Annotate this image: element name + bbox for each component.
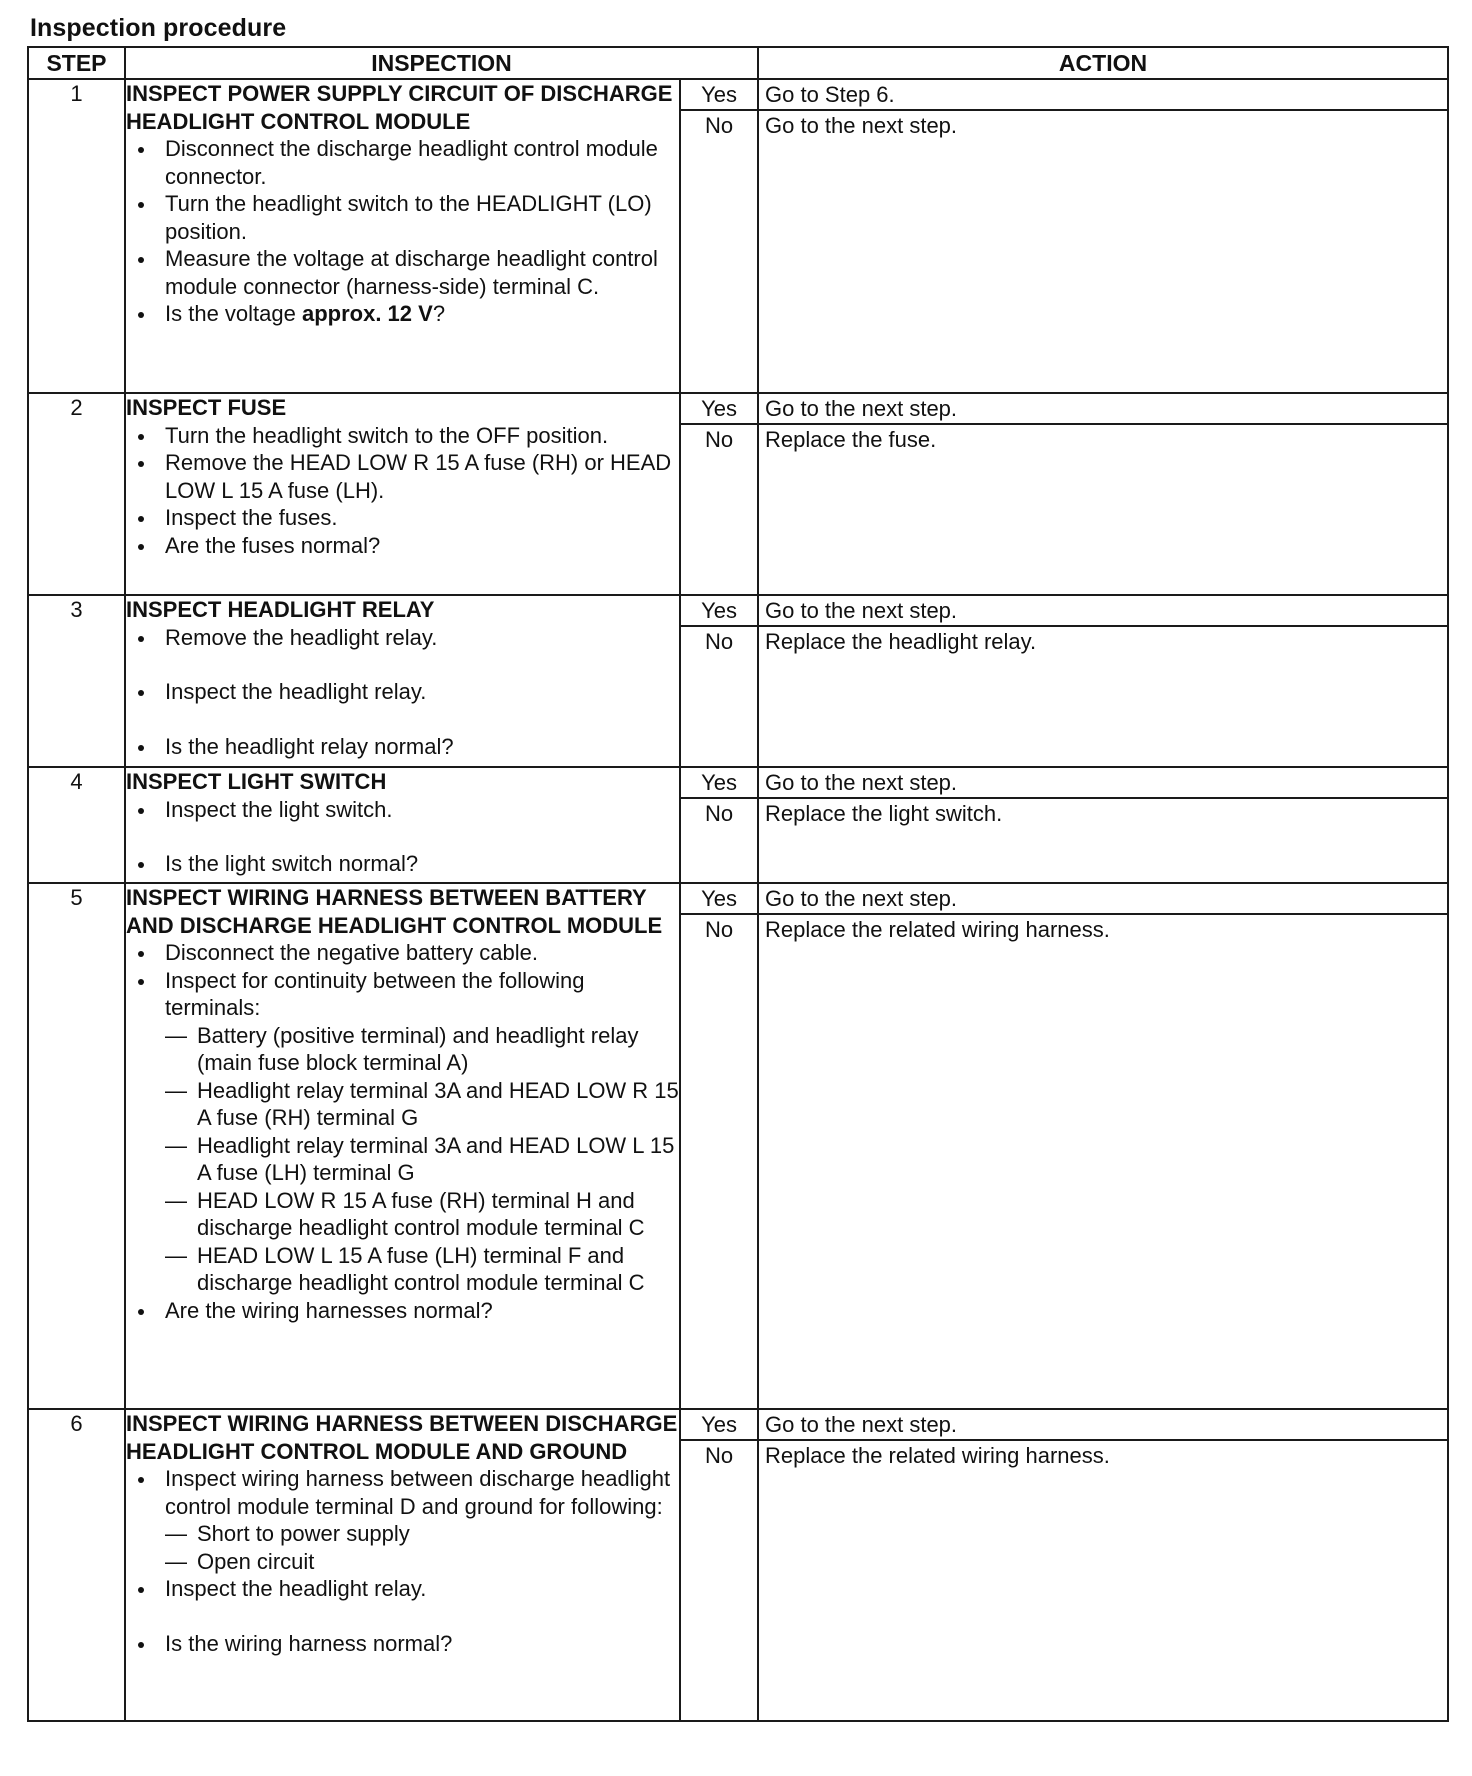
yes-no-cell — [680, 595, 758, 767]
list-item: Turn the headlight switch to the OFF position. — [126, 422, 679, 450]
list-item: Inspect the headlight relay. — [126, 1575, 679, 1603]
header-action: ACTION — [758, 47, 1448, 79]
list-item: Is the wiring harness normal? — [126, 1630, 679, 1658]
list-item: Inspect the fuses. — [126, 504, 679, 532]
list-item: Are the fuses normal? — [126, 532, 679, 560]
no-label: No — [704, 629, 734, 654]
list-item: Disconnect the discharge headlight control module connector. — [126, 135, 679, 190]
header-step: STEP — [28, 47, 125, 79]
list-item-text: Inspect wiring harness between discharge headlight control module terminal D and ground for following: — [165, 1466, 671, 1519]
step-number: 4 — [28, 767, 125, 883]
sub-list-item: — HEAD LOW L 15 A fuse (LH) terminal F and discharge headlight control module terminal C — [165, 1242, 679, 1297]
inspection-list — [126, 1465, 679, 1657]
sub-list-item: — Short to power supply — [165, 1520, 679, 1548]
yes-no-cell — [680, 1409, 758, 1721]
no-label: No — [704, 801, 734, 826]
list-item: Disconnect the negative battery cable. — [126, 939, 679, 967]
yes-label: Yes — [681, 80, 757, 111]
inspection-cell — [125, 883, 680, 1409]
yes-label: Yes — [681, 884, 757, 915]
yes-action: Go to the next step. — [759, 394, 1447, 425]
step-row-3 — [28, 595, 1448, 767]
action-cell — [758, 79, 1448, 393]
yes-action: Go to the next step. — [759, 768, 1447, 799]
question-text: Is the voltage — [165, 301, 302, 326]
table-header-row — [28, 47, 1448, 79]
list-item: Are the wiring harnesses normal? — [126, 1297, 679, 1325]
action-cell — [758, 883, 1448, 1409]
step-row-6 — [28, 1409, 1448, 1721]
step-number: 5 — [28, 883, 125, 1409]
action-cell — [758, 393, 1448, 595]
sub-list — [165, 1022, 679, 1297]
sub-list-item: — Headlight relay terminal 3A and HEAD LOW R 15 A fuse (RH) terminal G — [165, 1077, 679, 1132]
list-item: Measure the voltage at discharge headlight control module connector (harness-side) terminal C. — [126, 245, 679, 300]
inspection-cell — [125, 1409, 680, 1721]
no-action: Replace the fuse. — [765, 427, 937, 452]
inspection-list — [126, 939, 679, 1324]
no-action: Go to the next step. — [765, 113, 958, 138]
step-number: 2 — [28, 393, 125, 595]
inspection-cell — [125, 767, 680, 883]
list-item: Turn the headlight switch to the HEADLIGHT (LO) position. — [126, 190, 679, 245]
inspection-title: INSPECT HEADLIGHT RELAY — [126, 597, 435, 622]
inspection-cell — [125, 79, 680, 393]
no-label: No — [704, 917, 734, 942]
no-label: No — [704, 1443, 734, 1468]
step-row-5 — [28, 883, 1448, 1409]
no-label: No — [704, 113, 734, 138]
yes-label: Yes — [681, 394, 757, 425]
step-row-1 — [28, 79, 1448, 393]
inspection-table — [27, 46, 1449, 1722]
list-item — [126, 300, 679, 328]
sub-list-item: — HEAD LOW R 15 A fuse (RH) terminal H and discharge headlight control module terminal C — [165, 1187, 679, 1242]
list-item: Inspect the headlight relay. — [126, 678, 679, 706]
step-number: 6 — [28, 1409, 125, 1721]
list-item: Inspect the light switch. — [126, 796, 679, 824]
inspection-title: INSPECT LIGHT SWITCH — [126, 769, 387, 794]
inspection-cell — [125, 393, 680, 595]
sub-list-item: — Open circuit — [165, 1548, 679, 1576]
list-item: Remove the HEAD LOW R 15 A fuse (RH) or HEAD LOW L 15 A fuse (LH). — [126, 449, 679, 504]
yes-action: Go to the next step. — [759, 884, 1447, 915]
no-action: Replace the headlight relay. — [765, 629, 1037, 654]
list-item: Is the light switch normal? — [126, 850, 679, 878]
yes-label: Yes — [681, 596, 757, 627]
question-end: ? — [432, 301, 446, 326]
action-cell — [758, 767, 1448, 883]
inspection-title: INSPECT FUSE — [126, 395, 287, 420]
list-item — [126, 1465, 679, 1575]
step-number: 1 — [28, 79, 125, 393]
inspection-list — [126, 624, 679, 761]
inspection-list — [126, 796, 679, 878]
question-emphasis: approx. 12 V — [301, 301, 433, 326]
yes-action: Go to the next step. — [759, 1410, 1447, 1441]
step-row-4 — [28, 767, 1448, 883]
no-action: Replace the light switch. — [765, 801, 1003, 826]
list-item: Is the headlight relay normal? — [126, 733, 679, 761]
inspection-title: INSPECT POWER SUPPLY CIRCUIT OF DISCHARGE HEADLIGHT CONTROL MODULE — [126, 81, 673, 134]
yes-no-cell — [680, 79, 758, 393]
yes-label: Yes — [681, 768, 757, 799]
step-row-2 — [28, 393, 1448, 595]
yes-no-cell — [680, 393, 758, 595]
list-item-text: Inspect for continuity between the following terminals: — [165, 967, 585, 1020]
list-item: Remove the headlight relay. — [126, 624, 679, 652]
action-cell — [758, 595, 1448, 767]
inspection-list — [126, 422, 679, 560]
yes-action: Go to the next step. — [759, 596, 1447, 627]
inspection-title: INSPECT WIRING HARNESS BETWEEN DISCHARGE HEADLIGHT CONTROL MODULE AND GROUND — [126, 1411, 678, 1464]
no-action: Replace the related wiring harness. — [765, 1443, 1110, 1468]
inspection-cell — [125, 595, 680, 767]
page-title: Inspection procedure — [30, 14, 287, 42]
yes-label: Yes — [681, 1410, 757, 1441]
sub-list-item: — Battery (positive terminal) and headlight relay (main fuse block terminal A) — [165, 1022, 679, 1077]
inspection-title: INSPECT WIRING HARNESS BETWEEN BATTERY AND DISCHARGE HEADLIGHT CONTROL MODULE — [126, 885, 663, 938]
sub-list-item: — Headlight relay terminal 3A and HEAD LOW L 15 A fuse (LH) terminal G — [165, 1132, 679, 1187]
yes-no-cell — [680, 883, 758, 1409]
action-cell — [758, 1409, 1448, 1721]
no-action: Replace the related wiring harness. — [765, 917, 1110, 942]
header-inspection: INSPECTION — [125, 47, 758, 79]
step-number: 3 — [28, 595, 125, 767]
yes-no-cell — [680, 767, 758, 883]
list-item — [126, 967, 679, 1297]
inspection-list — [126, 135, 679, 328]
no-label: No — [704, 427, 734, 452]
sub-list — [165, 1520, 679, 1575]
yes-action: Go to Step 6. — [759, 80, 1447, 111]
